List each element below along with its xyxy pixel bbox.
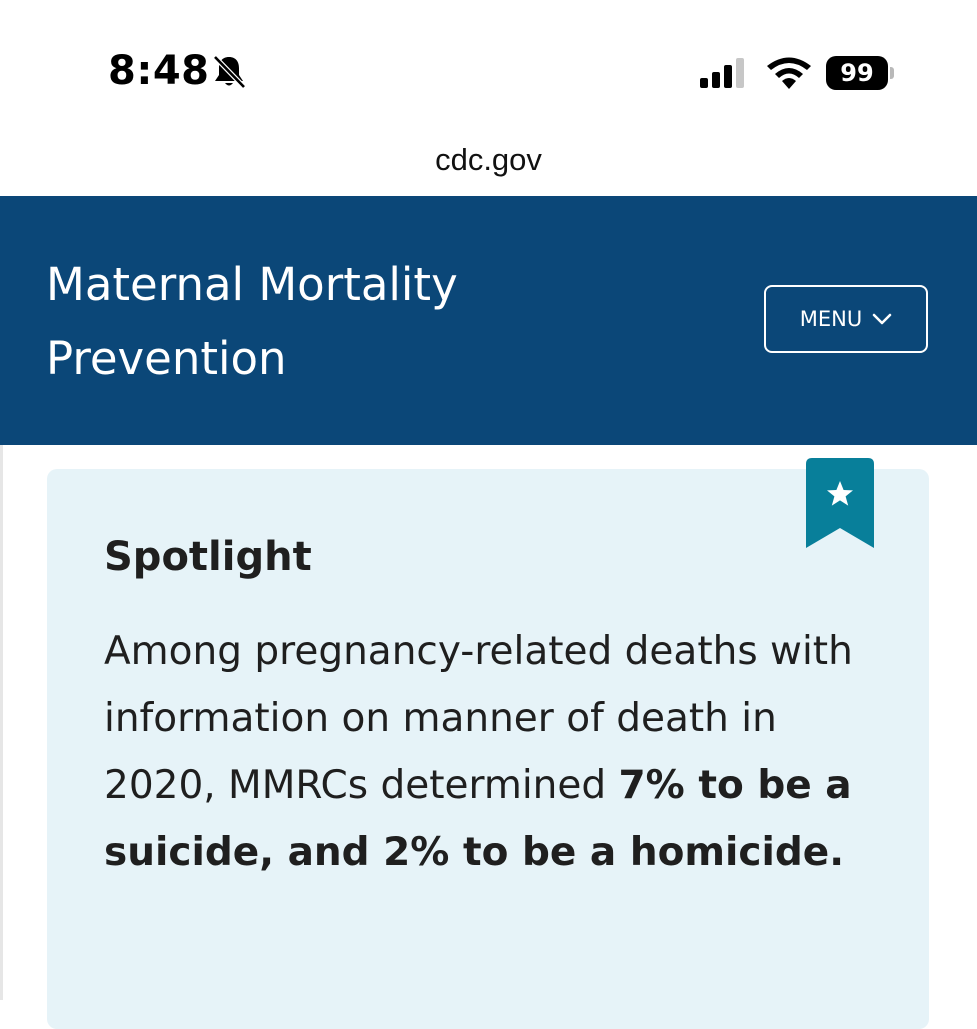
- status-time: 8:48: [108, 48, 210, 94]
- menu-button[interactable]: [764, 285, 928, 353]
- content-left-border: [0, 445, 3, 1000]
- wifi-icon: [765, 55, 813, 89]
- spotlight-text-plain: Among pregnancy-related deaths with information on manner of death in 2020, MMRCs determined: [104, 629, 853, 808]
- chevron-down-icon: [872, 312, 892, 326]
- spotlight-title: Spotlight: [104, 534, 312, 580]
- battery-level: 99: [826, 56, 888, 90]
- browser-url[interactable]: cdc.gov: [435, 142, 542, 177]
- status-bar: [0, 0, 977, 140]
- site-header: [0, 196, 977, 445]
- spotlight-text: [104, 618, 884, 886]
- menu-button-label: MENU: [799, 307, 863, 331]
- cellular-signal-icon: [700, 58, 752, 88]
- star-bookmark-icon: [806, 458, 874, 548]
- page-title[interactable]: Maternal Mortality Prevention: [46, 258, 458, 385]
- battery-icon: [826, 56, 892, 90]
- spotlight-text-bold: 7% to be a suicide, and 2% to be a homicide.: [104, 763, 852, 875]
- bell-slash-icon: [210, 53, 248, 91]
- battery-tip: [890, 67, 894, 79]
